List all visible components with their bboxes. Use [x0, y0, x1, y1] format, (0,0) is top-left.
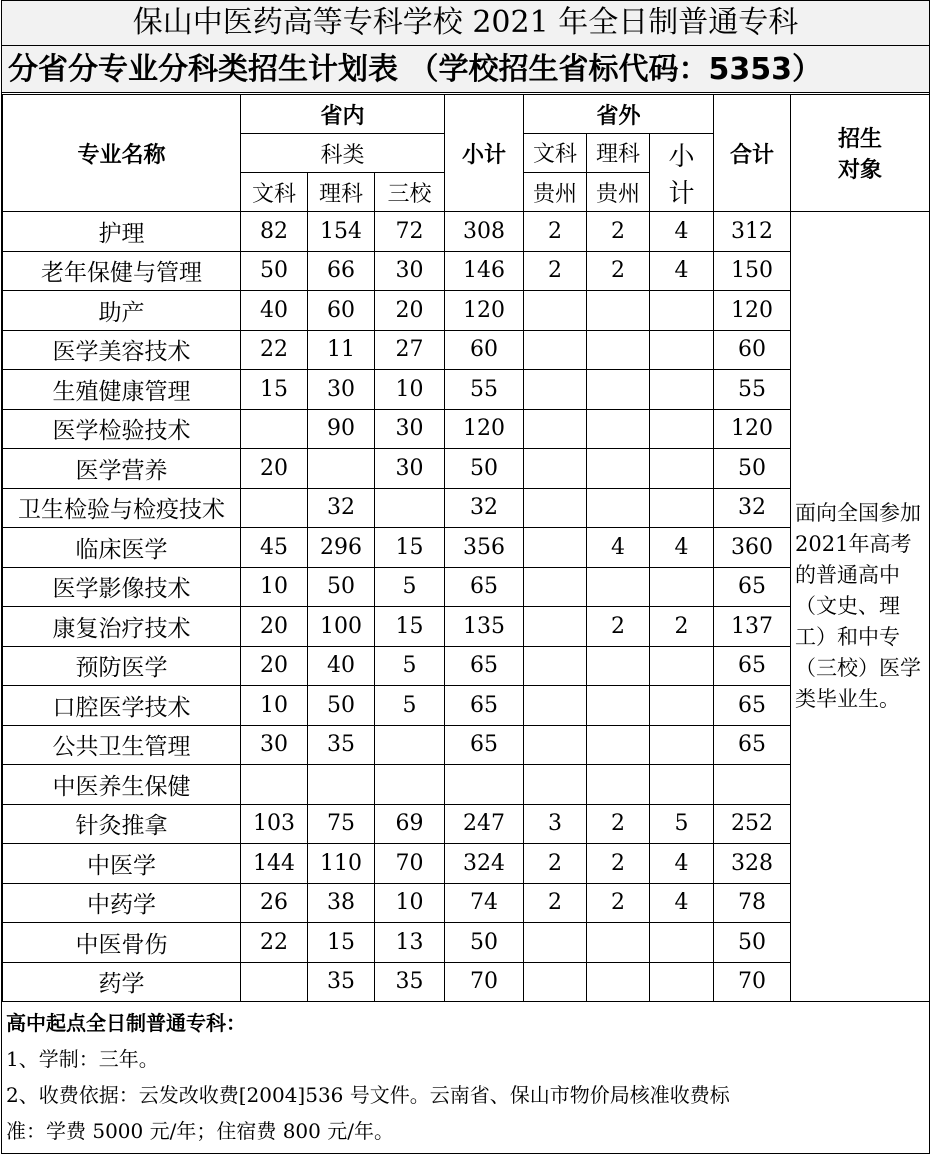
- cell-total: 312: [714, 212, 791, 252]
- table-row: [3, 844, 930, 884]
- cell-out-subtotal: 4: [650, 844, 714, 884]
- document-page: [1, 0, 930, 1154]
- cell-out-subtotal: 4: [650, 883, 714, 923]
- cell-out-wenke: [524, 409, 587, 449]
- cell-subtotal: 308: [445, 212, 524, 252]
- cell-name: 老年保健与管理: [3, 251, 241, 291]
- title-line-2: 分省分专业分科类招生计划表 （学校招生省标代码：5353）: [2, 46, 929, 93]
- header-target-line1: 招生: [838, 127, 883, 152]
- cell-total: [714, 765, 791, 805]
- header-in-province: 省内: [241, 95, 445, 134]
- table-row: [3, 804, 930, 844]
- cell-total: 50: [714, 923, 791, 963]
- cell-wenke: 45: [241, 528, 308, 568]
- cell-name: 康复治疗技术: [3, 607, 241, 647]
- notes-line-3: 准：学费 5000 元/年；住宿费 800 元/年。: [6, 1119, 394, 1143]
- header-target: [791, 95, 930, 212]
- cell-total: 65: [714, 725, 791, 765]
- table-row: [3, 765, 930, 805]
- cell-subtotal: 65: [445, 646, 524, 686]
- header-out-wenke: [524, 134, 587, 212]
- cell-subtotal: 324: [445, 844, 524, 884]
- cell-like: 75: [308, 804, 375, 844]
- cell-out-wenke: [524, 370, 587, 410]
- cell-like: 35: [308, 725, 375, 765]
- notes-section: [2, 1005, 929, 1149]
- cell-like: 66: [308, 251, 375, 291]
- cell-total: 78: [714, 883, 791, 923]
- cell-total: 150: [714, 251, 791, 291]
- cell-out-wenke: [524, 449, 587, 489]
- cell-wenke: 50: [241, 251, 308, 291]
- cell-out-like: [587, 291, 650, 331]
- cell-out-wenke: 2: [524, 883, 587, 923]
- header-sanxiao: 三校: [375, 173, 445, 212]
- header-out-like-label: 理科: [596, 142, 641, 167]
- cell-total: 65: [714, 567, 791, 607]
- cell-wenke: 144: [241, 844, 308, 884]
- cell-out-wenke: [524, 725, 587, 765]
- cell-out-like: [587, 646, 650, 686]
- cell-out-wenke: 2: [524, 844, 587, 884]
- cell-out-wenke: [524, 567, 587, 607]
- table-row: [3, 449, 930, 489]
- cell-subtotal: 50: [445, 923, 524, 963]
- cell-wenke: [241, 765, 308, 805]
- cell-out-subtotal: [650, 449, 714, 489]
- cell-out-wenke: [524, 686, 587, 726]
- cell-wenke: 82: [241, 212, 308, 252]
- header-out-subtotal-2: 计: [668, 178, 695, 209]
- cell-name: 预防医学: [3, 646, 241, 686]
- cell-out-like: [587, 962, 650, 1002]
- cell-out-subtotal: [650, 923, 714, 963]
- header-out-like: [587, 134, 650, 212]
- header-like: 理科: [308, 173, 375, 212]
- cell-out-wenke: [524, 488, 587, 528]
- cell-sanxiao: 30: [375, 449, 445, 489]
- cell-name: 卫生检验与检疫技术: [3, 488, 241, 528]
- cell-sanxiao: 27: [375, 330, 445, 370]
- cell-like: [308, 765, 375, 805]
- cell-out-subtotal: [650, 646, 714, 686]
- cell-wenke: 22: [241, 923, 308, 963]
- title-line-1: 保山中医药高等专科学校 2021 年全日制普通专科: [2, 1, 929, 46]
- cell-subtotal: 247: [445, 804, 524, 844]
- cell-total: 70: [714, 962, 791, 1002]
- cell-subtotal: 65: [445, 686, 524, 726]
- cell-total: 137: [714, 607, 791, 647]
- table-row: [3, 646, 930, 686]
- cell-out-wenke: 2: [524, 212, 587, 252]
- cell-out-subtotal: [650, 725, 714, 765]
- cell-target-description: 面向全国参加2021年高考的普通高中（文史、理工）和中专（三校）医学类毕业生。: [791, 212, 930, 1002]
- cell-sanxiao: 69: [375, 804, 445, 844]
- cell-subtotal: 50: [445, 449, 524, 489]
- cell-out-subtotal: 4: [650, 251, 714, 291]
- cell-out-subtotal: 2: [650, 607, 714, 647]
- header-total: 合计: [714, 95, 791, 212]
- cell-out-subtotal: [650, 488, 714, 528]
- cell-subtotal: 65: [445, 567, 524, 607]
- cell-subtotal: [445, 765, 524, 805]
- cell-like: 50: [308, 567, 375, 607]
- cell-total: 120: [714, 291, 791, 331]
- table-row: [3, 528, 930, 568]
- cell-like: 11: [308, 330, 375, 370]
- cell-out-subtotal: [650, 409, 714, 449]
- cell-sanxiao: [375, 765, 445, 805]
- cell-name: 生殖健康管理: [3, 370, 241, 410]
- cell-name: 中药学: [3, 883, 241, 923]
- cell-subtotal: 356: [445, 528, 524, 568]
- cell-subtotal: 120: [445, 409, 524, 449]
- cell-wenke: [241, 488, 308, 528]
- cell-name: 临床医学: [3, 528, 241, 568]
- cell-total: 32: [714, 488, 791, 528]
- cell-wenke: 20: [241, 607, 308, 647]
- cell-name: 中医骨伤: [3, 923, 241, 963]
- cell-out-subtotal: 4: [650, 212, 714, 252]
- cell-out-wenke: [524, 330, 587, 370]
- cell-out-like: 2: [587, 883, 650, 923]
- cell-like: [308, 449, 375, 489]
- table-row: [3, 251, 930, 291]
- cell-total: 50: [714, 449, 791, 489]
- cell-like: 50: [308, 686, 375, 726]
- cell-wenke: 40: [241, 291, 308, 331]
- cell-out-like: 2: [587, 212, 650, 252]
- cell-subtotal: 60: [445, 330, 524, 370]
- cell-sanxiao: [375, 725, 445, 765]
- cell-subtotal: 146: [445, 251, 524, 291]
- header-out-guizhou-2: 贵州: [587, 172, 650, 208]
- cell-total: 328: [714, 844, 791, 884]
- table-row: [3, 330, 930, 370]
- cell-wenke: [241, 409, 308, 449]
- header-category: 科类: [241, 134, 445, 173]
- cell-out-wenke: [524, 923, 587, 963]
- cell-out-subtotal: 5: [650, 804, 714, 844]
- cell-wenke: 10: [241, 567, 308, 607]
- cell-total: 65: [714, 646, 791, 686]
- table-row: [3, 488, 930, 528]
- cell-like: 296: [308, 528, 375, 568]
- table-row: [3, 370, 930, 410]
- cell-sanxiao: 5: [375, 686, 445, 726]
- cell-out-like: [587, 686, 650, 726]
- cell-like: 15: [308, 923, 375, 963]
- cell-name: 护理: [3, 212, 241, 252]
- cell-out-wenke: [524, 646, 587, 686]
- header-out-guizhou-1: 贵州: [524, 172, 587, 208]
- cell-name: 助产: [3, 291, 241, 331]
- cell-out-subtotal: [650, 686, 714, 726]
- table-row: [3, 686, 930, 726]
- cell-total: 252: [714, 804, 791, 844]
- cell-out-like: [587, 765, 650, 805]
- cell-out-like: [587, 488, 650, 528]
- cell-out-wenke: [524, 607, 587, 647]
- cell-name: 医学检验技术: [3, 409, 241, 449]
- table-row: [3, 962, 930, 1002]
- cell-wenke: 20: [241, 449, 308, 489]
- cell-sanxiao: 5: [375, 567, 445, 607]
- cell-total: 360: [714, 528, 791, 568]
- cell-sanxiao: 70: [375, 844, 445, 884]
- cell-like: 90: [308, 409, 375, 449]
- cell-sanxiao: 5: [375, 646, 445, 686]
- cell-like: 110: [308, 844, 375, 884]
- table-row: [3, 883, 930, 923]
- cell-out-like: 2: [587, 844, 650, 884]
- cell-name: 公共卫生管理: [3, 725, 241, 765]
- notes-line-1: 1、学制：三年。: [6, 1047, 159, 1071]
- cell-total: 55: [714, 370, 791, 410]
- cell-sanxiao: 35: [375, 962, 445, 1002]
- cell-wenke: 15: [241, 370, 308, 410]
- header-target-line2: 对象: [838, 158, 883, 183]
- cell-like: 32: [308, 488, 375, 528]
- cell-like: 35: [308, 962, 375, 1002]
- cell-subtotal: 32: [445, 488, 524, 528]
- cell-out-like: 4: [587, 528, 650, 568]
- cell-like: 38: [308, 883, 375, 923]
- cell-sanxiao: 30: [375, 251, 445, 291]
- header-wenke: 文科: [241, 173, 308, 212]
- cell-total: 120: [714, 409, 791, 449]
- cell-like: 154: [308, 212, 375, 252]
- cell-subtotal: 135: [445, 607, 524, 647]
- cell-out-subtotal: [650, 370, 714, 410]
- cell-out-like: 2: [587, 607, 650, 647]
- cell-name: 医学营养: [3, 449, 241, 489]
- header-out-subtotal-1: 小: [668, 141, 695, 172]
- header-out-province: 省外: [524, 95, 714, 134]
- table-row: [3, 212, 930, 252]
- cell-name: 中医养生保健: [3, 765, 241, 805]
- header-subtotal: 小计: [445, 95, 524, 212]
- cell-out-wenke: [524, 528, 587, 568]
- cell-out-like: [587, 567, 650, 607]
- table-row: [3, 567, 930, 607]
- cell-name: 针灸推拿: [3, 804, 241, 844]
- table-row: [3, 409, 930, 449]
- cell-like: 100: [308, 607, 375, 647]
- cell-subtotal: 74: [445, 883, 524, 923]
- cell-sanxiao: 72: [375, 212, 445, 252]
- cell-sanxiao: 10: [375, 883, 445, 923]
- cell-out-subtotal: [650, 765, 714, 805]
- cell-out-like: [587, 370, 650, 410]
- header-out-subtotal: [650, 134, 714, 212]
- cell-out-like: [587, 409, 650, 449]
- cell-name: 医学美容技术: [3, 330, 241, 370]
- cell-out-like: [587, 330, 650, 370]
- cell-out-wenke: 2: [524, 251, 587, 291]
- header-out-wenke-label: 文科: [533, 142, 578, 167]
- table-row: [3, 923, 930, 963]
- cell-wenke: 20: [241, 646, 308, 686]
- cell-wenke: 10: [241, 686, 308, 726]
- cell-sanxiao: 10: [375, 370, 445, 410]
- cell-out-like: 2: [587, 251, 650, 291]
- cell-out-subtotal: [650, 962, 714, 1002]
- cell-subtotal: 70: [445, 962, 524, 1002]
- cell-sanxiao: 30: [375, 409, 445, 449]
- cell-name: 药学: [3, 962, 241, 1002]
- cell-sanxiao: 15: [375, 528, 445, 568]
- cell-like: 30: [308, 370, 375, 410]
- cell-out-wenke: 3: [524, 804, 587, 844]
- table-row: [3, 291, 930, 331]
- notes-line-2: 2、收费依据：云发改收费[2004]536 号文件。云南省、保山市物价局核准收费标: [6, 1083, 730, 1107]
- cell-out-subtotal: [650, 567, 714, 607]
- table-row: [3, 607, 930, 647]
- cell-out-subtotal: 4: [650, 528, 714, 568]
- cell-like: 40: [308, 646, 375, 686]
- cell-subtotal: 55: [445, 370, 524, 410]
- cell-out-like: [587, 725, 650, 765]
- table-row: [3, 725, 930, 765]
- cell-out-like: [587, 923, 650, 963]
- cell-wenke: 103: [241, 804, 308, 844]
- cell-sanxiao: 20: [375, 291, 445, 331]
- notes-heading: 高中起点全日制普通专科：: [6, 1011, 246, 1035]
- cell-sanxiao: 15: [375, 607, 445, 647]
- cell-subtotal: 120: [445, 291, 524, 331]
- cell-out-like: [587, 449, 650, 489]
- cell-name: 医学影像技术: [3, 567, 241, 607]
- cell-out-wenke: [524, 291, 587, 331]
- header-major: 专业名称: [3, 95, 241, 212]
- cell-out-like: 2: [587, 804, 650, 844]
- cell-wenke: 22: [241, 330, 308, 370]
- cell-sanxiao: [375, 488, 445, 528]
- cell-like: 60: [308, 291, 375, 331]
- cell-out-wenke: [524, 765, 587, 805]
- cell-sanxiao: 13: [375, 923, 445, 963]
- cell-name: 口腔医学技术: [3, 686, 241, 726]
- cell-out-subtotal: [650, 291, 714, 331]
- enrollment-plan-table: [2, 94, 930, 1002]
- cell-wenke: 26: [241, 883, 308, 923]
- cell-out-subtotal: [650, 330, 714, 370]
- cell-wenke: 30: [241, 725, 308, 765]
- cell-total: 60: [714, 330, 791, 370]
- cell-total: 65: [714, 686, 791, 726]
- cell-wenke: [241, 962, 308, 1002]
- cell-subtotal: 65: [445, 725, 524, 765]
- cell-name: 中医学: [3, 844, 241, 884]
- cell-out-wenke: [524, 962, 587, 1002]
